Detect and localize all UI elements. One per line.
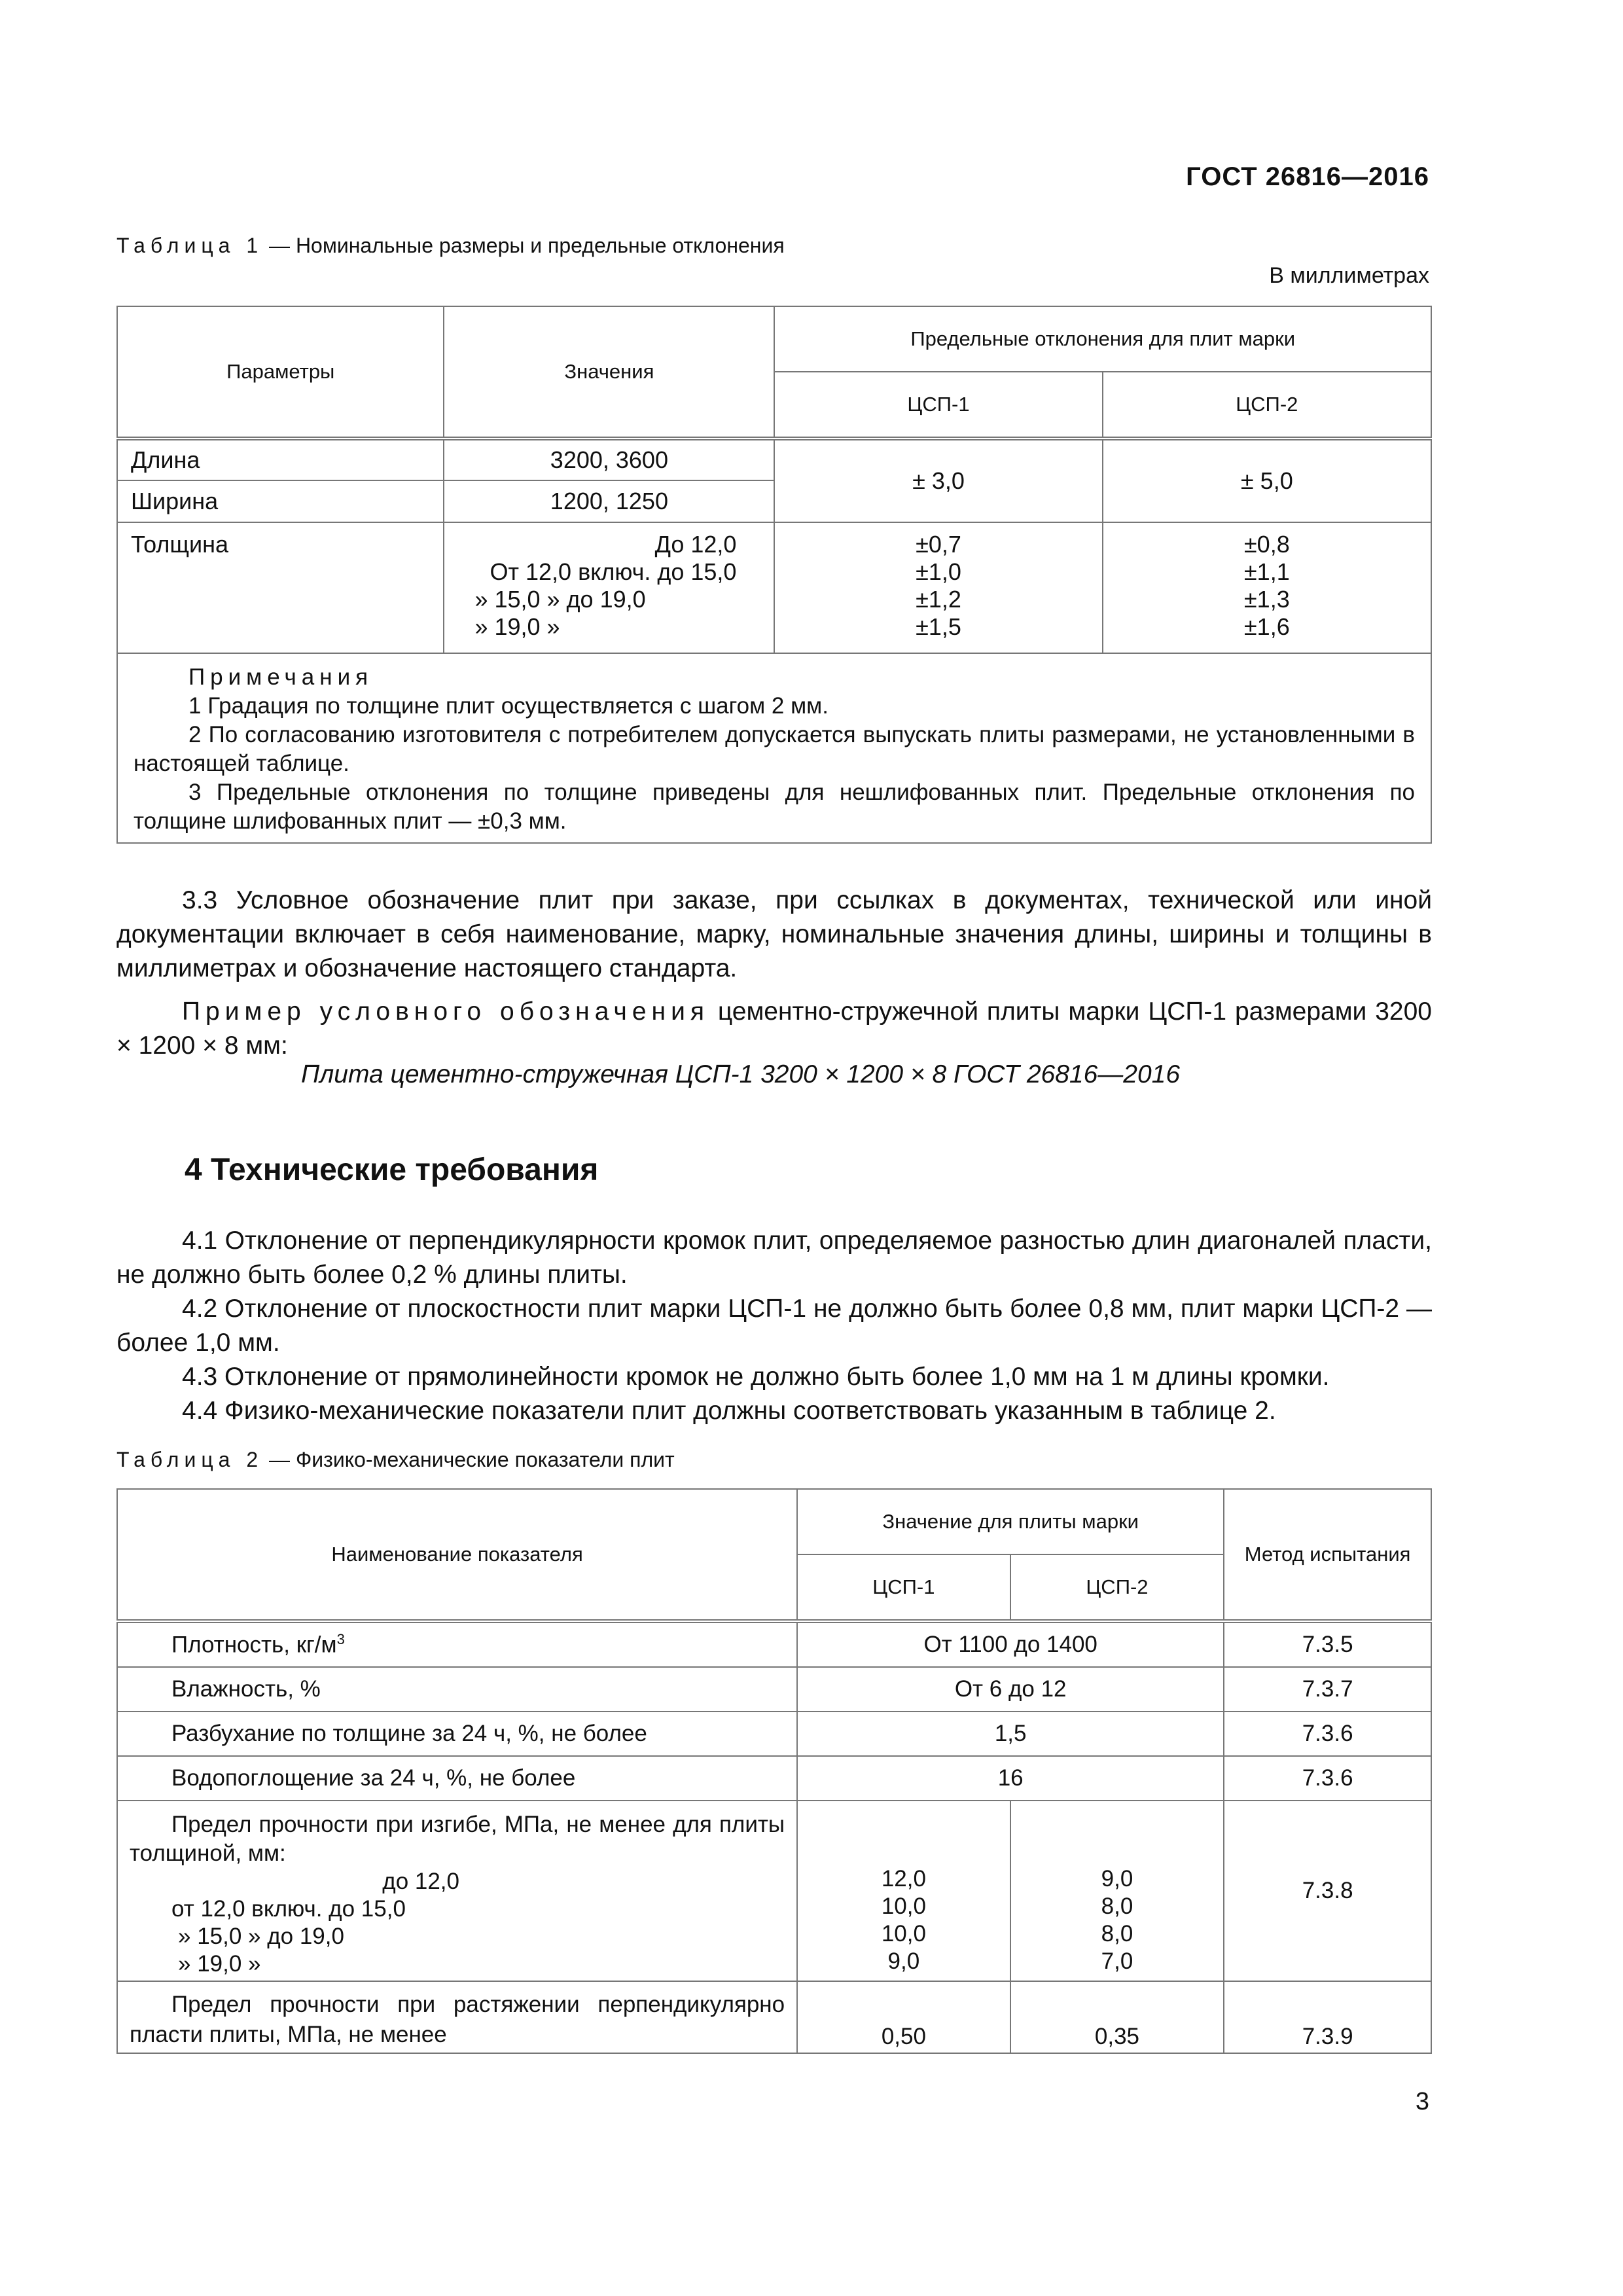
t1-header-csp2: ЦСП-2 [1103, 372, 1431, 439]
t2-tension-csp2: 0,35 [1010, 1981, 1224, 2053]
t1-thickness-csp2: ±1,1 [1243, 558, 1290, 585]
t2-row-value: 1,5 [797, 1712, 1224, 1756]
t1-thickness-csp1: ±0,7 [916, 531, 961, 558]
t2-tension-name: Предел прочности при растяжении перпендикулярно пласти плиты, МПа, не менее [130, 1992, 785, 2047]
t1-header-deviations: Предельные отклонения для плит марки [774, 306, 1431, 372]
table1-caption-rest: — Номинальные размеры и предельные отклонения [263, 234, 785, 257]
t1-thickness-csp1: ±1,0 [916, 558, 961, 585]
t1-thickness-range: » 15,0 » до 19,0 [474, 586, 646, 613]
document-code: ГОСТ 26816—2016 [1186, 162, 1429, 191]
t2-bending-csp1: 10,0 [881, 1893, 926, 1919]
t1-note: 3 Предельные отклонения по толщине приведены для нешлифованных плит. Предельные отклонения по толщине шлифованных плит — ±0,3 мм. [134, 780, 1415, 834]
table1-caption-prefix: Таблица 1 [116, 234, 264, 257]
t2-bending-range: до 12,0 [382, 1869, 459, 1894]
page-number: 3 [1415, 2088, 1429, 2115]
t2-bending-csp2: 9,0 [1101, 1866, 1133, 1892]
t1-header-params: Параметры [117, 306, 444, 439]
t2-bending-csp1: 9,0 [887, 1948, 920, 1974]
t1-thickness-range: До 12,0 [654, 531, 737, 558]
t2-header-name: Наименование показателя [117, 1489, 797, 1621]
t1-thickness-csp2: ±1,6 [1243, 613, 1290, 640]
example-lead: Пример условного обозначения [182, 997, 709, 1026]
t2-row-method: 7.3.6 [1224, 1712, 1431, 1756]
t2-row-method: 7.3.7 [1224, 1667, 1431, 1712]
example-designation: Плита цементно-стружечная ЦСП-1 3200 × 1200 × 8 ГОСТ 26816—2016 [301, 1060, 1181, 1088]
example-rest: цементно-стружечной плиты марки ЦСП-1 размерами 3200 × 1200 × 8 мм: [116, 997, 1432, 1060]
t1-thickness-label: Толщина [117, 522, 444, 653]
paragraph-4-1: 4.1 Отклонение от перпендикулярности кромок плит, определяемое разностью длин диагоналей пласти, не должно быть более 0,2 % длины плиты. [116, 1227, 1432, 1289]
t2-bending-range: » 19,0 » [178, 1951, 261, 1977]
t2-tension-csp1: 0,50 [797, 1981, 1010, 2053]
t2-row-value: От 6 до 12 [797, 1667, 1224, 1712]
t2-header-csp2: ЦСП-2 [1010, 1554, 1224, 1621]
t2-bending-csp2: 8,0 [1101, 1893, 1133, 1919]
t1-length-label: Длина [117, 439, 444, 480]
t1-header-values: Значения [444, 306, 774, 439]
t2-row-sup: 3 [336, 1631, 345, 1648]
section-4-title: 4 Технические требования [185, 1153, 599, 1187]
t2-row-name: Водопоглощение за 24 ч, %, не более [117, 1756, 797, 1801]
t2-bending-range: » 15,0 » до 19,0 [178, 1924, 344, 1949]
paragraph-3-3: 3.3 Условное обозначение плит при заказе, при ссылках в документах, технической или иной документации включает в себя наименование, марку, номинальные значения длины, ширины и толщины в миллиметрах и обозначение настоящего стандарта. [116, 886, 1432, 982]
t1-lw-csp1: ± 3,0 [774, 439, 1102, 522]
t2-row-name: Плотность, кг/м [171, 1632, 337, 1658]
table2-caption-rest: — Физико-механические показатели плит [263, 1448, 675, 1471]
t1-thickness-range: От 12,0 включ. до 15,0 [490, 558, 737, 585]
t1-header-csp1: ЦСП-1 [774, 372, 1102, 439]
t2-bending-csp1: 10,0 [881, 1921, 926, 1946]
table2 [116, 1488, 1432, 2054]
t2-row-method: 7.3.5 [1224, 1621, 1431, 1667]
table2-caption [116, 1448, 675, 1472]
t2-bending-csp2: 7,0 [1101, 1948, 1133, 1974]
t1-notes-title: Примечания [188, 664, 374, 690]
table1-units: В миллиметрах [1269, 263, 1429, 288]
t1-note: 1 Градация по толщине плит осуществляется с шагом 2 мм. [188, 693, 829, 719]
t2-bending-range: от 12,0 включ. до 15,0 [171, 1896, 406, 1922]
table1-caption [116, 234, 785, 258]
t1-lw-csp2: ± 5,0 [1103, 439, 1431, 522]
t2-bending-csp2: 8,0 [1101, 1921, 1133, 1946]
paragraph-4-4: 4.4 Физико-механические показатели плит должны соответствовать указанным в таблице 2. [182, 1397, 1276, 1425]
t1-width-label: Ширина [117, 480, 444, 522]
t1-thickness-range: » 19,0 » [474, 613, 560, 640]
t2-row-density [117, 1621, 797, 1667]
t2-row-name: Влажность, % [117, 1667, 797, 1712]
t1-note: 2 По согласованию изготовителя с потребителем допускается выпускать плиты размерами, не установленными в настоящей таблице. [134, 722, 1415, 776]
t2-header-csp1: ЦСП-1 [797, 1554, 1010, 1621]
t2-row-value: 16 [797, 1756, 1224, 1801]
example-paragraph [116, 995, 1432, 1063]
t2-bending-method: 7.3.8 [1224, 1801, 1431, 1981]
t1-notes [117, 653, 1431, 843]
t1-thickness-csp2: ±1,3 [1243, 586, 1290, 613]
t2-bending-csp1: 12,0 [881, 1866, 926, 1892]
t2-bending-cell [117, 1801, 797, 1981]
t2-header-value: Значение для плиты марки [797, 1489, 1224, 1554]
table2-caption-prefix: Таблица 2 [116, 1448, 264, 1471]
t2-row-method: 7.3.6 [1224, 1756, 1431, 1801]
t2-row-value: От 1100 до 1400 [797, 1621, 1224, 1667]
t1-thickness-csp2: ±0,8 [1243, 531, 1290, 558]
paragraph-4-3: 4.3 Отклонение от прямолинейности кромок не должно быть более 1,0 мм на 1 м длины кромки. [182, 1363, 1330, 1391]
t2-row-name: Разбухание по толщине за 24 ч, %, не более [117, 1712, 797, 1756]
paragraph-4-2: 4.2 Отклонение от плоскостности плит марки ЦСП-1 не должно быть более 0,8 мм, плит марки ЦСП-2 — более 1,0 мм. [116, 1295, 1432, 1357]
t2-tension-cell [117, 1981, 797, 2053]
t2-tension-method: 7.3.9 [1224, 1981, 1431, 2053]
t2-bending-name: Предел прочности при изгибе, МПа, не менее для плиты толщиной, мм: [130, 1812, 785, 1866]
t1-thickness-csp1: ±1,2 [916, 586, 961, 613]
t2-header-method: Метод испытания [1224, 1489, 1431, 1621]
t1-thickness-csp1: ±1,5 [916, 613, 961, 640]
table1 [116, 306, 1432, 844]
t1-length-value: 3200, 3600 [444, 439, 774, 480]
t1-width-value: 1200, 1250 [444, 480, 774, 522]
